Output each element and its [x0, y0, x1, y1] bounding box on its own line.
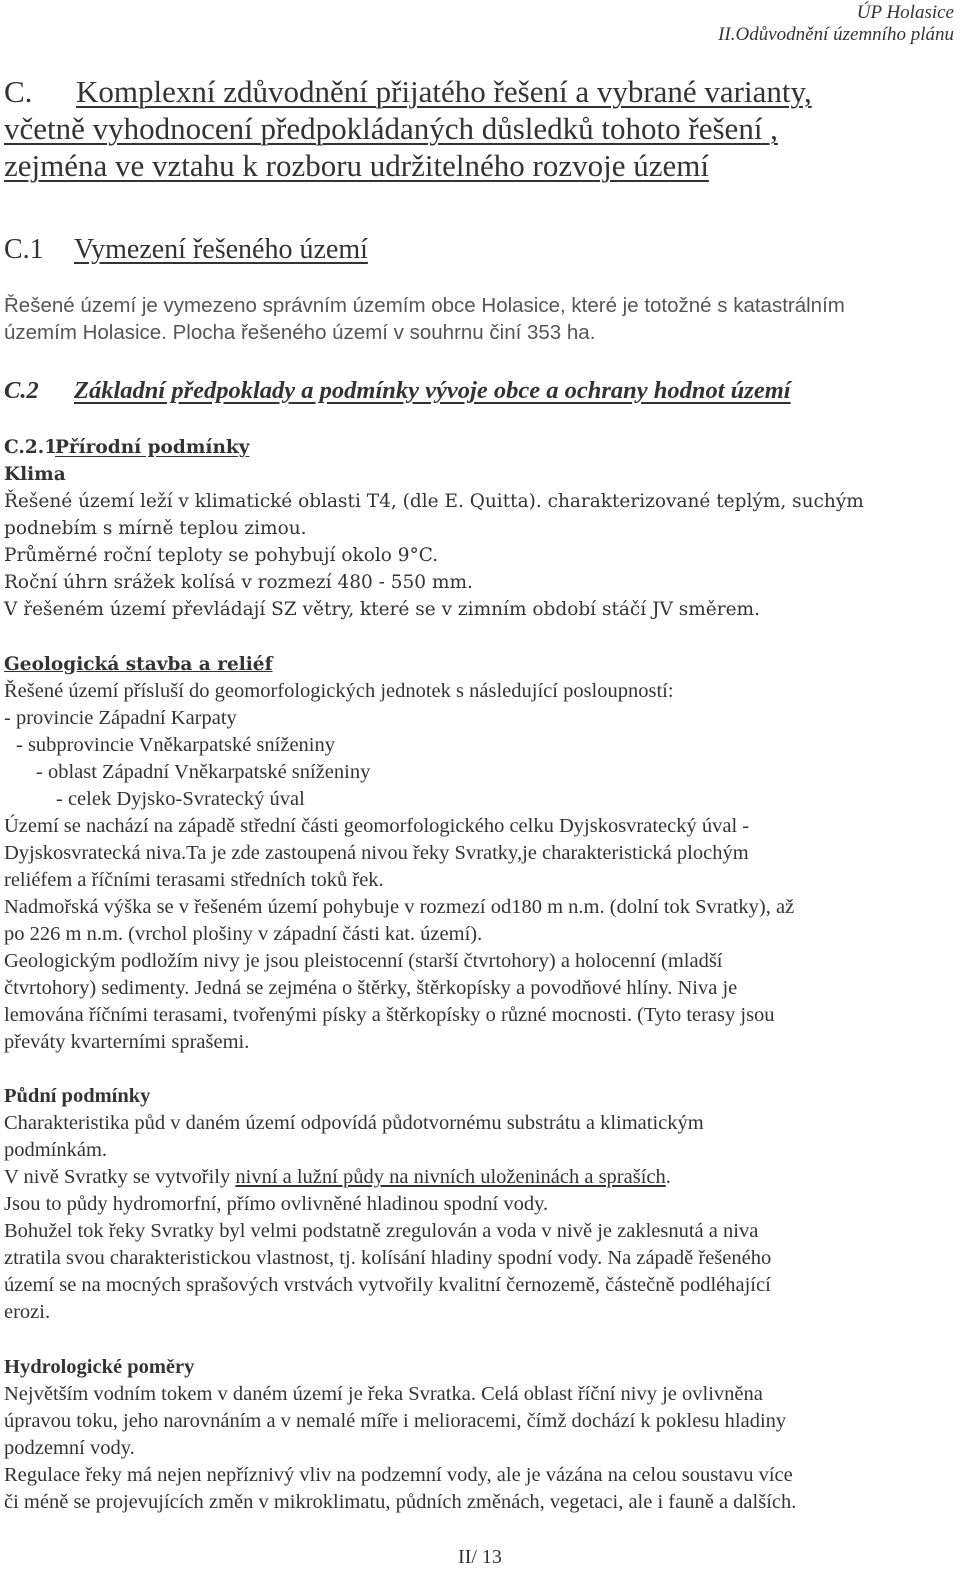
chapter-title-line-3: zejména ve vztahu k rozboru udržitelného rozvoje území: [4, 148, 709, 183]
hierarchy-level-1: - provincie Západní Karpaty: [4, 707, 237, 729]
paragraph-line: Řešené území je vymezeno správním územím obce Holasice, které je totožné s katastrálním: [4, 294, 845, 317]
chapter-title-line-1: C. Komplexní zdůvodnění přijatého řešení a vybrané varianty,: [4, 74, 812, 109]
section-title: Vymezení řešeného území: [74, 234, 368, 265]
section-c1-heading: [4, 234, 368, 266]
paragraph-line: převáty kvarterními sprašemi.: [4, 1031, 250, 1053]
paragraph-line: Nadmořská výška se v řešeném území pohybuje v rozmezí od180 m n.m. (dolní tok Svratky), až: [4, 896, 795, 918]
section-number: C.2: [4, 377, 39, 404]
paragraph-line: Řešené území přísluší do geomorfologických jednotek s následující posloupností:: [4, 680, 674, 702]
chapter-title: [4, 73, 954, 184]
hierarchy-level-2: - subprovincie Vněkarpatské sníženiny: [16, 734, 335, 756]
subsection-title: Přírodní podmínky: [55, 437, 250, 458]
geology-heading: Geologická stavba a reliéf: [4, 654, 273, 675]
paragraph-line: území se na mocných sprašových vrstvách vytvořily kvalitní černozemě, částečně podléhající: [4, 1274, 771, 1296]
paragraph-line: Dyjskosvratecká niva.Ta je zde zastoupená nivou řeky Svratky,je charakteristická plochým: [4, 842, 749, 864]
page-number: II/ 13: [458, 1546, 502, 1568]
paragraph-line: podmínkám.: [4, 1139, 108, 1161]
paragraph-line: ztratila svou charakteristickou vlastnost, tj. kolísání hladiny spodní vody. Na západě řešeného: [4, 1247, 772, 1269]
paragraph-line: Roční úhrn srážek kolísá v rozmezí 480 - 550 mm.: [4, 572, 473, 593]
hydro-heading: Hydrologické poměry: [4, 1356, 195, 1378]
paragraph-line: V řešeném území převládají SZ větry, které se v zimním období stáčí JV směrem.: [4, 599, 760, 620]
section-title: Základní předpoklady a podmínky vývoje obce a ochrany hodnot území: [74, 377, 791, 404]
paragraph-line: Jsou to půdy hydromorfní, přímo ovlivněné hladinou spodní vody.: [4, 1193, 549, 1215]
header-part: II.Odůvodnění územního plánu: [718, 24, 954, 45]
section-c1-text: [4, 292, 954, 346]
paragraph-line: územím Holasice. Plocha řešeného území v souhrnu činí 353 ha.: [4, 321, 596, 344]
paragraph-line: úpravou toku, jeho narovnáním a v nemalé míře i melioracemi, čímž dochází k poklesu hladiny: [4, 1410, 787, 1432]
paragraph-line: Průměrné roční teploty se pohybují okolo 9°C.: [4, 545, 439, 566]
paragraph-line: Největším vodním tokem v daném území je řeka Svratka. Celá oblast říční nivy je ovlivněna: [4, 1383, 763, 1405]
header-project: ÚP Holasice: [856, 2, 954, 23]
paragraph-line: Území se nachází na západě střední části geomorfologického celku Dyjskosvratecký úval -: [4, 815, 750, 837]
running-header: [718, 2, 954, 46]
chapter-title-line-2: včetně vyhodnocení předpokládaných důsledků tohoto řešení ,: [4, 111, 778, 146]
paragraph-line: Geologickým podložím nivy je jsou pleistocenní (starší čtvrtohory) a holocenní (mladší: [4, 950, 723, 972]
section-c21: [4, 434, 956, 623]
klima-heading: Klima: [4, 464, 66, 485]
paragraph-line: po 226 m n.m. (vrchol plošiny v západní části kat. území).: [4, 923, 483, 945]
subsection-c21-heading: [4, 434, 956, 461]
paragraph-line: Bohužel tok řeky Svratky byl velmi podstatně zregulován a voda v nivě je zaklesnutá a niva: [4, 1220, 759, 1242]
paragraph-line: či méně se projevujících změn v mikroklimatu, půdních změnách, vegetaci, ale i fauně a dalších.: [4, 1491, 797, 1513]
soil-section: [4, 1083, 956, 1326]
paragraph-line: podnebím s mírně teplou zimou.: [4, 518, 307, 539]
hierarchy-level-4: - celek Dyjsko-Svratecký úval: [56, 788, 305, 810]
paragraph-line: Charakteristika půd v daném území odpovídá půdotvornému substrátu a klimatickým: [4, 1112, 704, 1134]
paragraph-line: podzemní vody.: [4, 1437, 135, 1459]
paragraph-line: V nivě Svratky se vytvořily nivní a lužní půdy na nivních uloženinách a spraších.: [4, 1166, 671, 1188]
section-c2-heading: [4, 377, 791, 405]
soil-heading: Půdní podmínky: [4, 1085, 151, 1107]
underlined-phrase: nivní a lužní půdy na nivních uloženinách a spraších: [235, 1166, 666, 1188]
paragraph-line: Řešené území leží v klimatické oblasti T4, (dle E. Quitta). charakterizované teplým, suchým: [4, 491, 864, 512]
paragraph-line: erozi.: [4, 1301, 51, 1323]
paragraph-line: reliéfem a říčními terasami středních toků řek.: [4, 869, 384, 891]
hydro-section: [4, 1354, 956, 1516]
subsection-number: C.2.1: [4, 437, 58, 458]
paragraph-line: lemována říčními terasami, tvořenými písky a štěrkopísky o různé mocnosti. (Tyto terasy jsou: [4, 1004, 775, 1026]
paragraph-line: Regulace řeky má nejen nepříznivý vliv na podzemní vody, ale je vázána na celou soustavu více: [4, 1464, 793, 1486]
paragraph-line: čtvrtohory) sedimenty. Jedná se zejména o štěrky, štěrkopísky a povodňové hlíny. Niva je: [4, 977, 738, 999]
geology-text: [4, 678, 956, 1056]
geology-section: [4, 651, 956, 678]
hierarchy-level-3: - oblast Západní Vněkarpatské sníženiny: [36, 761, 371, 783]
section-number: C.1: [4, 234, 44, 265]
